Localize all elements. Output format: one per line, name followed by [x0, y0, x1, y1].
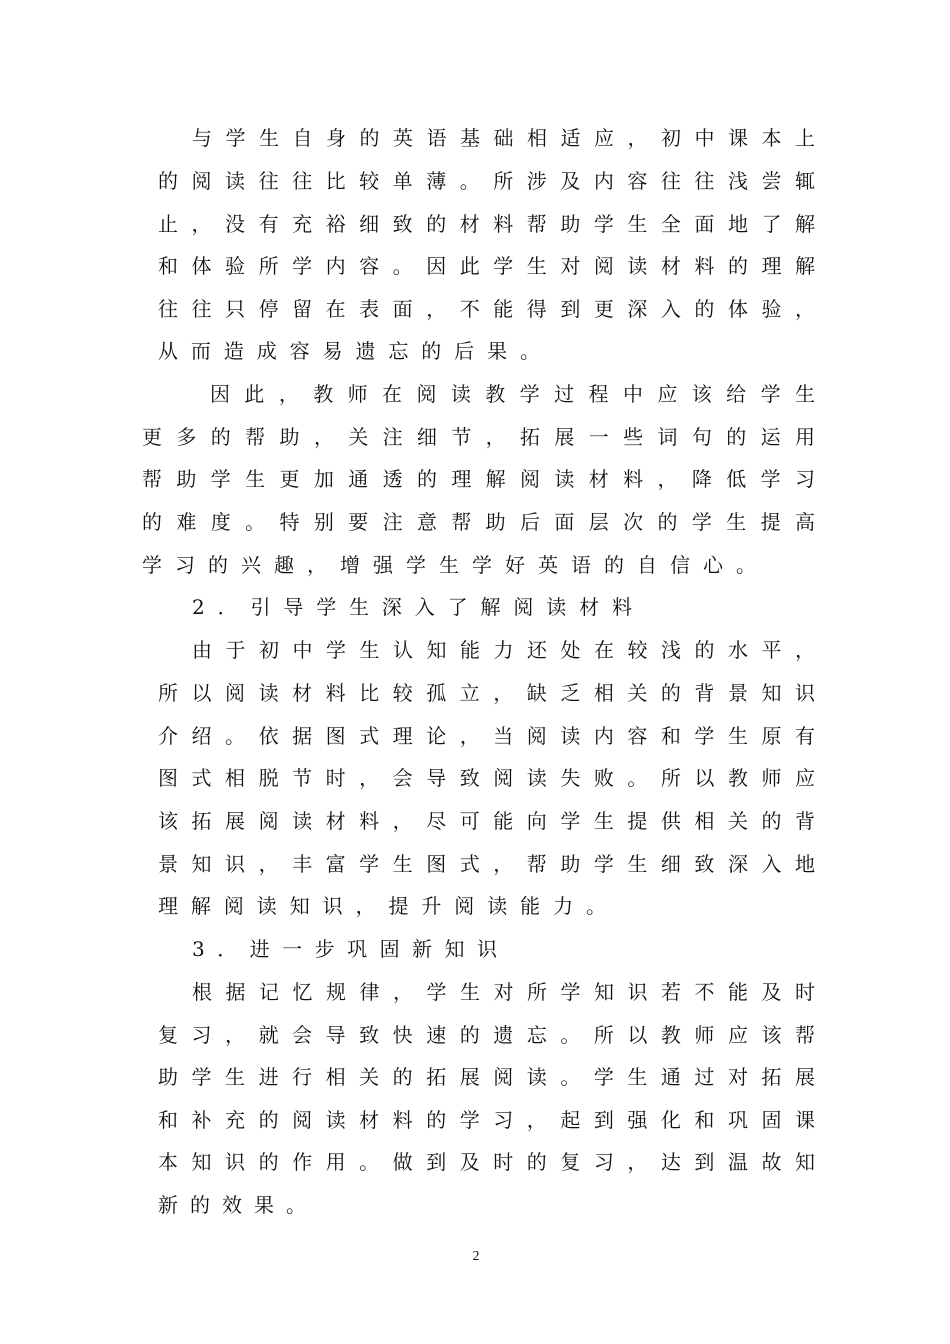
text-line: 该拓展阅读材料，尽可能向学生提供相关的背 — [158, 809, 815, 833]
text-line: 助学生进行相关的拓展阅读。学生通过对拓展 — [158, 1065, 815, 1089]
text-line: 的阅读往往比较单薄。所涉及内容往往浅尝辄 — [158, 169, 815, 193]
text-line: 介绍。依据图式理论，当阅读内容和学生原有 — [158, 724, 815, 748]
text-line: 帮助学生更加通透的理解阅读材料，降低学习 — [142, 467, 815, 491]
section-heading: 3．进一步巩固新知识 — [192, 937, 497, 961]
text-line: 因此，教师在阅读教学过程中应该给学生 — [210, 382, 815, 406]
text-line: 本知识的作用。做到及时的复习，达到温故知 — [158, 1150, 815, 1174]
text-line: 止，没有充裕细致的材料帮助学生全面地了解 — [158, 212, 815, 236]
text-line: 和补充的阅读材料的学习，起到强化和巩固课 — [158, 1108, 815, 1132]
text-line: 新的效果。 — [158, 1193, 306, 1217]
page-number: 2 — [472, 1249, 480, 1264]
text-line: 由于初中学生认知能力还处在较浅的水平， — [192, 638, 815, 662]
text-line: 图式相脱节时，会导致阅读失败。所以教师应 — [158, 766, 815, 790]
text-line: 从而造成容易遗忘的后果。 — [158, 339, 540, 363]
text-line: 往往只停留在表面，不能得到更深入的体验， — [158, 297, 815, 321]
text-line: 复习，就会导致快速的遗忘。所以教师应该帮 — [158, 1023, 815, 1047]
text-line: 和体验所学内容。因此学生对阅读材料的理解 — [158, 254, 815, 278]
text-line: 景知识，丰富学生图式，帮助学生细致深入地 — [158, 852, 815, 876]
text-line: 与学生自身的英语基础相适应，初中课本上 — [192, 126, 815, 150]
text-line: 根据记忆规律，学生对所学知识若不能及时 — [192, 980, 815, 1004]
text-line: 学习的兴趣，增强学生学好英语的自信心。 — [142, 553, 756, 577]
text-line: 所以阅读材料比较孤立，缺乏相关的背景知识 — [158, 681, 815, 705]
text-line: 理解阅读知识，提升阅读能力。 — [158, 894, 606, 918]
text-line: 更多的帮助，关注细节，拓展一些词句的运用 — [142, 425, 815, 449]
text-line: 的难度。特别要注意帮助后面层次的学生提高 — [142, 510, 815, 534]
section-heading: 2．引导学生深入了解阅读材料 — [192, 595, 632, 619]
